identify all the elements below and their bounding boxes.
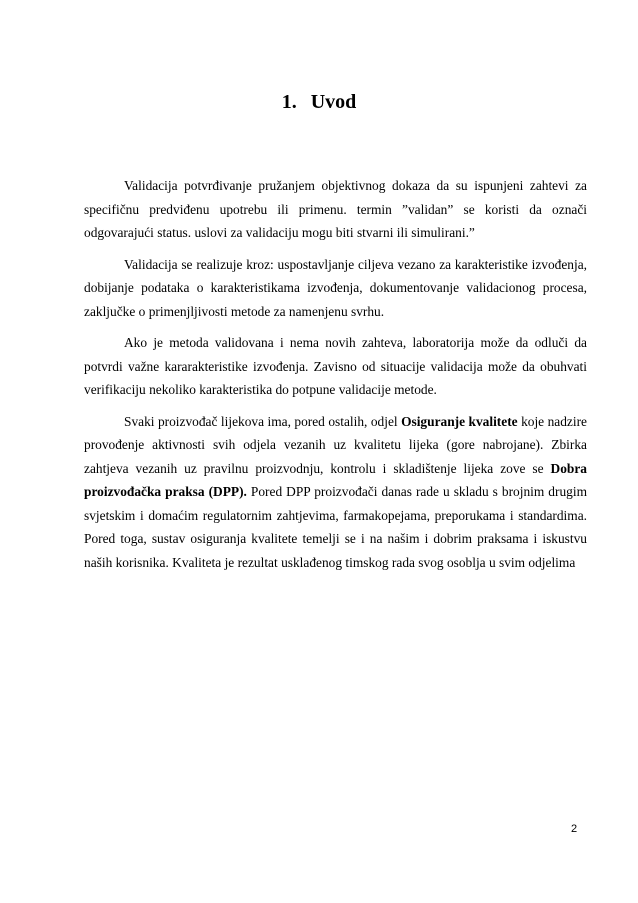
qa-bold-term-2: Dobra proizvođačka praksa (DPP). bbox=[84, 460, 587, 499]
qa-text-part-1: Svaki proizvođač lijekova ima, pored ostalih, odjel bbox=[124, 413, 402, 429]
body-text bbox=[84, 174, 587, 582]
qa-text-part-3: Pored DPP proizvođači danas rade u skladu s brojnim drugim svjetskim i domaćim regulatornim zahtjevima, farmakopejama, preporukama i standardima. Pored toga, sustav osiguranja kvalitete temelji se i na našim i dobrim praksama i iskustvu naših korisnika. Kvaliteta je rezultat usklađenog timskog rada svog osoblja u svim odjelima bbox=[84, 484, 587, 570]
paragraph-quality-assurance bbox=[84, 410, 587, 575]
section-number: 1. bbox=[281, 91, 297, 114]
paragraph-validation-definition: Validacija potvrđivanje pružanjem objektivnog dokaza da su ispunjeni zahtevi za specifičnu predviđenu upotrebu ili primenu. termin ”validan” se koristi da označi odgovarajući status. uslovi za validaciju mogu biti stvarni ili simulirani.” bbox=[84, 178, 587, 240]
qa-text-part-2: koje nadzire provođenje aktivnosti svih odjela vezanih uz kvalitetu lijeka (gore nabrojane). Zbirka zahtjeva vezanih uz pravilnu proizvodnju, kontrolu i skladištenje lijeka zove se bbox=[84, 413, 587, 476]
section-title: Uvod bbox=[310, 91, 357, 114]
paragraph-validated-method: Ako je metoda validovana i nema novih zahteva, laboratorija može da odluči da potvrdi važne kararakteristike izvođenja. Zavisno od situacije validacija može da obuhvati verifikaciju nekoliko karakteristika do potpune validacije metode. bbox=[84, 335, 587, 397]
page-number: 2 bbox=[571, 823, 578, 835]
qa-bold-term-1: Osiguranje kvalitete bbox=[401, 413, 518, 429]
section-heading bbox=[0, 91, 638, 114]
paragraph-validation-realization: Validacija se realizuje kroz: uspostavljanje ciljeva vezano za karakteristike izvođenja, dobijanje podataka o karakteristikama izvođenja, dokumentovanje validacionog procesa, zaključke o primenjljivosti metode za namenjenu svrhu. bbox=[84, 256, 587, 319]
